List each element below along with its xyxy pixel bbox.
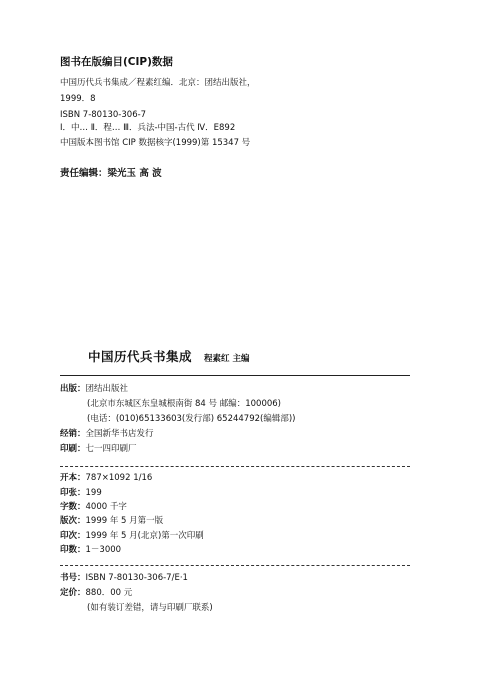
editors-line — [60, 169, 162, 179]
spec-impression — [60, 532, 204, 541]
isbn-label: 书号： — [60, 573, 86, 583]
spec-sheets — [60, 489, 102, 498]
spec-edition — [60, 517, 163, 526]
book-author: 程素红 主编 — [204, 354, 250, 364]
divider — [60, 375, 410, 376]
publisher-label: 出版： — [60, 384, 86, 394]
publisher-line — [60, 385, 128, 394]
distribution-line — [60, 430, 154, 439]
isbn-line — [60, 574, 188, 583]
printing-line — [60, 445, 137, 454]
spec-format — [60, 474, 152, 483]
spec-label: 开本： — [60, 473, 86, 483]
editors-names: 梁光玉 高 波 — [107, 168, 162, 179]
printing-label: 印刷： — [60, 444, 86, 454]
spec-label: 印次： — [60, 531, 86, 541]
distribution-label: 经销： — [60, 429, 86, 439]
cip-record-number: 中国版本图书馆 CIP 数据核字(1999)第 15347 号 — [60, 138, 251, 148]
spec-label: 字数： — [60, 502, 86, 512]
spec-value: 787×1092 1/16 — [85, 473, 153, 483]
editors-label: 责任编辑： — [60, 168, 108, 179]
divider — [60, 565, 410, 566]
cip-heading: 图书在版编目(CIP)数据 — [60, 56, 173, 68]
isbn-value: ISBN 7-80130-306-7/E·1 — [85, 573, 188, 583]
cip-isbn: ISBN 7-80130-306-7 — [60, 110, 147, 120]
binding-note: (如有装订差错，请与印刷厂联系) — [87, 603, 213, 613]
spec-label: 印数： — [60, 545, 86, 555]
cip-line: 中国历代兵书集成／程素红编．北京：团结出版社， — [60, 78, 256, 88]
book-title: 中国历代兵书集成 — [88, 349, 193, 364]
price-value: 880．00 元 — [85, 588, 133, 598]
spec-value: 1999 年 5 月第一版 — [85, 516, 164, 526]
cip-line: 1999．8 — [60, 94, 96, 104]
spec-word-count — [60, 503, 127, 512]
printing-value: 七一四印刷厂 — [85, 444, 137, 454]
spec-print-run — [60, 546, 121, 555]
publisher-address: (北京市东城区东皇城根南街 84 号 邮编：100006) — [87, 399, 282, 409]
publisher-name: 团结出版社 — [85, 384, 129, 394]
cip-classification: Ⅰ．中… Ⅱ．程… Ⅲ．兵法-中国-古代 Ⅳ．E892 — [60, 123, 236, 133]
distribution-value: 全国新华书店发行 — [85, 429, 154, 439]
spec-value: 199 — [85, 488, 102, 498]
publisher-phone: (电话：(010)65133603(发行部) 65244792(编辑部)) — [87, 414, 296, 424]
spec-label: 印张： — [60, 488, 86, 498]
spec-value: 4000 千字 — [85, 502, 127, 512]
price-label: 定价： — [60, 588, 86, 598]
price-line — [60, 589, 132, 598]
spec-value: 1－3000 — [85, 545, 122, 555]
spec-value: 1999 年 5 月(北京)第一次印刷 — [85, 531, 204, 541]
divider — [60, 466, 410, 467]
spec-label: 版次： — [60, 516, 86, 526]
